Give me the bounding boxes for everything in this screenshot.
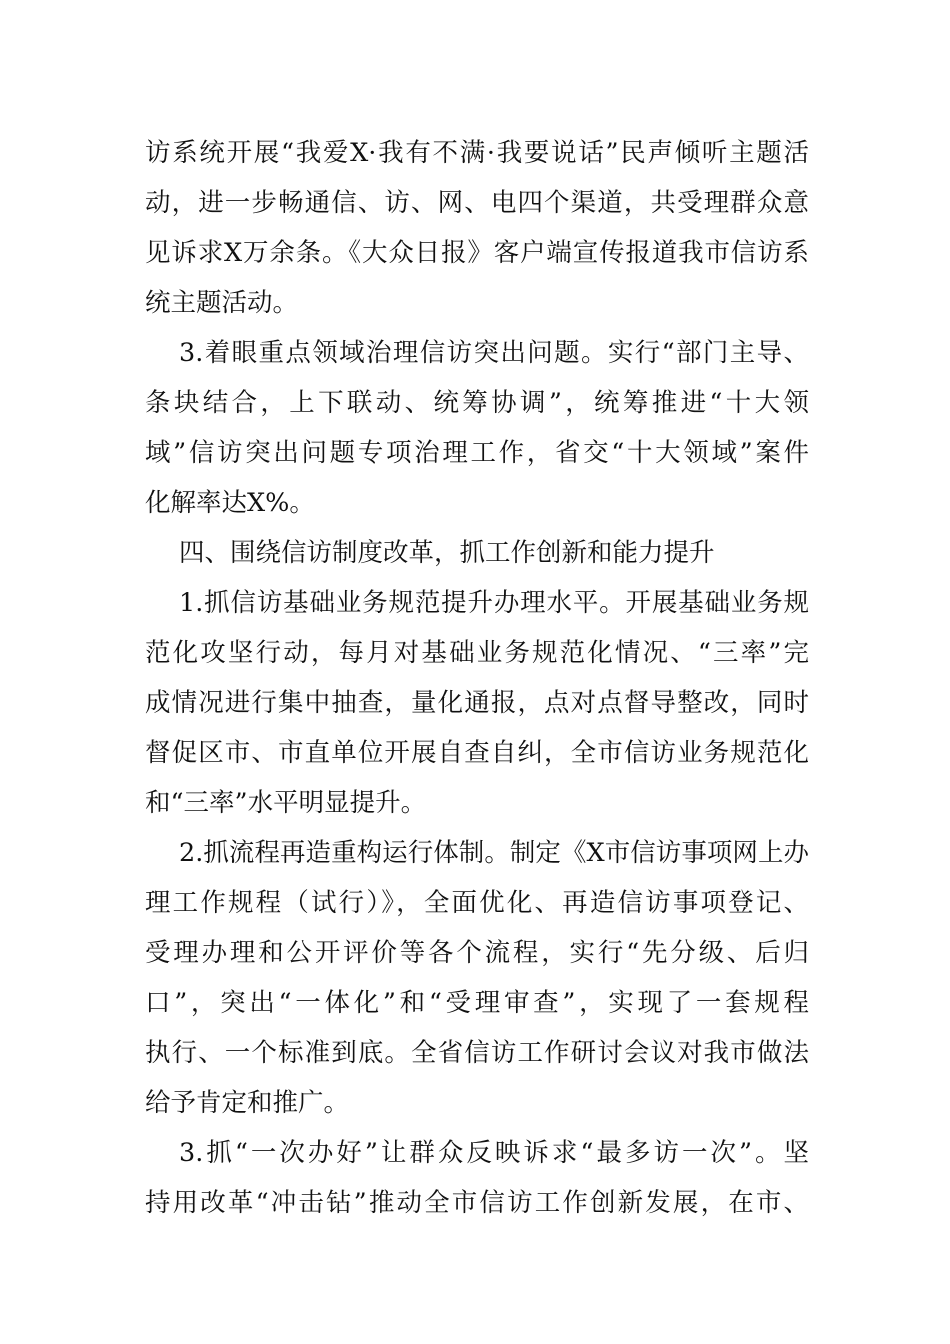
text-line: 统主题活动。 <box>145 288 299 318</box>
text-line: 化解率达X%。 <box>145 488 315 518</box>
text-line: 域”信访突出问题专项治理工作，省交“十大领域”案件 <box>145 438 809 468</box>
text-line: 成情况进行集中抽查，量化通报，点对点督导整改，同时 <box>145 688 809 718</box>
text-line: 范化攻坚行动，每月对基础业务规范化情况、“三率”完 <box>145 638 809 668</box>
text-line: 2.抓流程再造重构运行体制。制定《X市信访事项网上办 <box>179 838 809 868</box>
text-line: 受理办理和公开评价等各个流程，实行“先分级、后归 <box>145 938 809 968</box>
text-line: 持用改革“冲击钻”推动全市信访工作创新发展，在市、 <box>145 1188 809 1218</box>
document-body <box>145 128 809 1228</box>
text-line: 条块结合，上下联动、统筹协调”，统筹推进“十大领 <box>145 388 809 418</box>
text-line: 访系统开展“我爱X·我有不满·我要说话”民声倾听主题活 <box>145 138 809 168</box>
text-line: 理工作规程（试行）》，全面优化、再造信访事项登记、 <box>145 888 809 918</box>
text-line: 见诉求X万余条。《大众日报》客户端宣传报道我市信访系 <box>145 238 809 268</box>
section-heading: 四、围绕信访制度改革，抓工作创新和能力提升 <box>179 538 715 568</box>
text-line: 给予肯定和推广。 <box>145 1088 350 1118</box>
text-line: 1.抓信访基础业务规范提升办理水平。开展基础业务规 <box>179 588 809 618</box>
text-line: 督促区市、市直单位开展自查自纠，全市信访业务规范化 <box>145 738 809 768</box>
text-line: 口”，突出“一体化”和“受理审查”，实现了一套规程 <box>145 988 809 1018</box>
text-line: 3.着眼重点领域治理信访突出问题。实行“部门主导、 <box>179 338 809 368</box>
text-line: 执行、一个标准到底。全省信访工作研讨会议对我市做法 <box>145 1038 809 1068</box>
text-line: 动，进一步畅通信、访、网、电四个渠道，共受理群众意 <box>145 188 809 218</box>
text-line: 3.抓“一次办好”让群众反映诉求“最多访一次”。坚 <box>179 1138 809 1168</box>
text-line: 和“三率”水平明显提升。 <box>145 788 427 818</box>
